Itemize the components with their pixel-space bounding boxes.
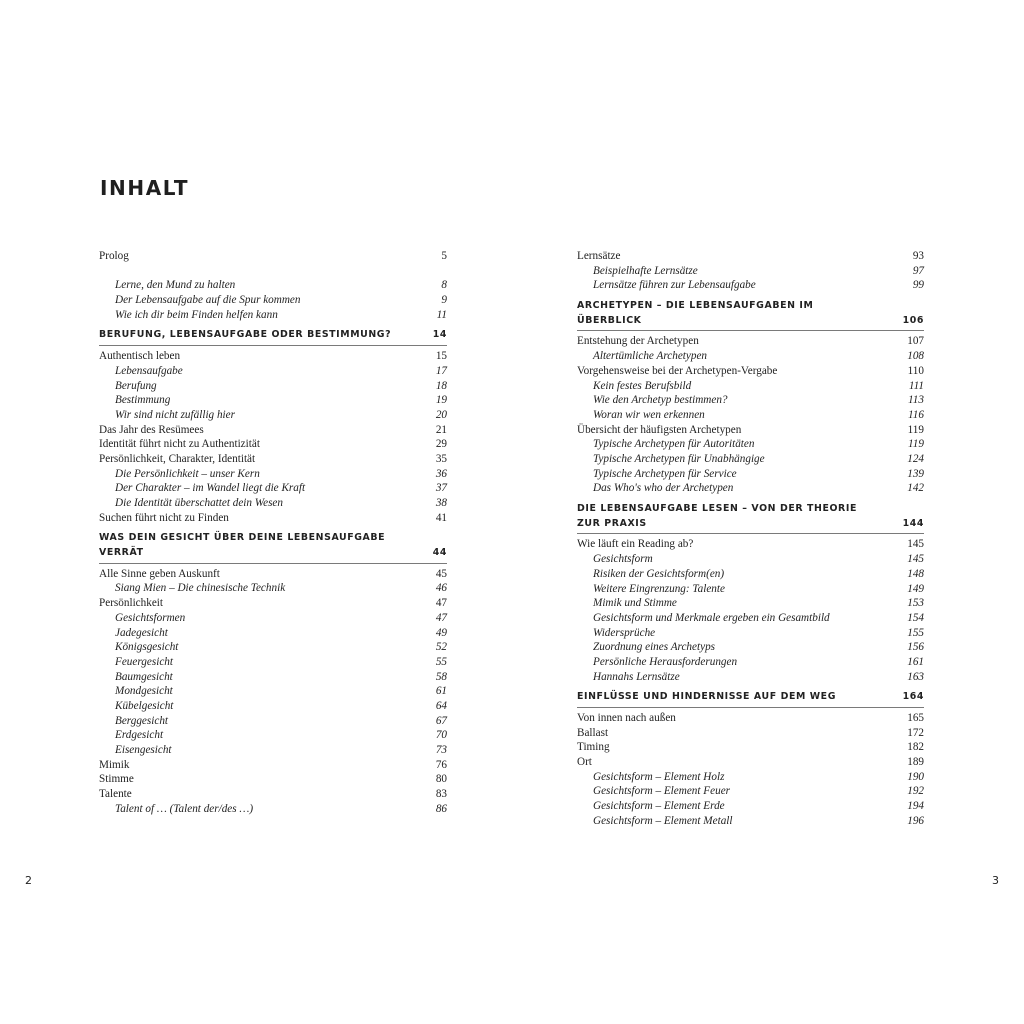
toc-page-number: 119 (907, 423, 924, 436)
toc-page-number: 83 (435, 788, 447, 801)
toc-page-number: 149 (907, 582, 924, 595)
toc-entry-label: Mimik und Stimme (593, 597, 677, 610)
toc-page-number: 80 (435, 773, 447, 786)
toc-entry-label: Gesichtsformen (115, 611, 186, 624)
toc-subentry (99, 611, 447, 626)
toc-subentry (577, 552, 924, 567)
toc-page-number: 8 (441, 279, 447, 292)
toc-subentry (99, 308, 447, 323)
toc-entry-label: Der Lebensaufgabe auf die Spur kommen (115, 294, 301, 307)
toc-entry (99, 596, 447, 611)
toc-subentry (577, 393, 924, 408)
toc-entry (99, 249, 447, 264)
toc-page-number: 37 (435, 482, 447, 495)
toc-subentry (99, 699, 447, 714)
toc-entry-label: Vorgehensweise bei der Archetypen-Vergabe (577, 364, 778, 377)
toc-page-number: 144 (902, 517, 924, 529)
toc-entry-label: Wie läuft ein Reading ab? (577, 538, 694, 551)
toc-entry-label: WAS DEIN GESICHT ÜBER DEINE LEBENSAUFGABE VERRÄT (99, 532, 386, 559)
toc-entry-label: Timing (577, 741, 610, 754)
toc-entry-label: Alle Sinne geben Auskunft (99, 567, 220, 580)
toc-entry-label: Siang Mien – Die chinesische Technik (115, 582, 286, 595)
toc-entry-label: Altertümliche Archetypen (593, 350, 708, 363)
toc-subentry (577, 770, 924, 785)
toc-entry-label: Das Who's who der Archetypen (593, 482, 734, 495)
toc-page-number: 172 (907, 726, 924, 739)
toc-page-number: 73 (435, 744, 447, 757)
toc-page-number: 145 (907, 538, 924, 551)
toc-page-number: 47 (435, 611, 447, 624)
toc-entry-label: Persönlichkeit (99, 597, 164, 610)
toc-chapter-heading (99, 328, 447, 346)
toc-chapter-heading (99, 531, 447, 563)
toc-entry-label: Entstehung der Archetypen (577, 335, 699, 348)
toc-subentry (577, 640, 924, 655)
toc-entry-label: Lerne, den Mund zu halten (115, 279, 236, 292)
toc-entry-label: Königsgesicht (115, 641, 179, 654)
toc-subentry (577, 655, 924, 670)
toc-page-number: 86 (435, 802, 447, 815)
toc-page-number: 108 (907, 350, 924, 363)
toc-entry (99, 511, 447, 526)
toc-subentry (577, 452, 924, 467)
toc-page-number: 70 (435, 729, 447, 742)
toc-entry-label: Das Jahr des Resümees (99, 423, 204, 436)
toc-page-number: 154 (907, 611, 924, 624)
toc-page-number: 46 (435, 582, 447, 595)
toc-page-number: 196 (907, 814, 924, 827)
toc-page-number: 9 (441, 294, 447, 307)
toc-entry-label: Talent of … (Talent der/des …) (115, 802, 254, 815)
toc-page-number: 21 (435, 423, 447, 436)
toc-page-number: 119 (908, 438, 924, 451)
toc-entry (577, 726, 924, 741)
toc-subentry (99, 393, 447, 408)
toc-subentry (99, 655, 447, 670)
toc-subentry (577, 349, 924, 364)
toc-page-number: 182 (907, 741, 924, 754)
toc-page-number: 55 (435, 655, 447, 668)
toc-entry-label: Woran wir wen erkennen (593, 408, 705, 421)
toc-page-number: 97 (912, 264, 924, 277)
toc-entry-label: Gesichtsform – Element Metall (593, 814, 733, 827)
toc-page-number: 142 (907, 482, 924, 495)
toc-subentry (577, 626, 924, 641)
toc-entry-label: BERUFUNG, LEBENSAUFGABE ODER BESTIMMUNG? (99, 329, 392, 341)
toc-page-number: 153 (907, 597, 924, 610)
toc-entry-label: Die Persönlichkeit – unser Kern (115, 467, 260, 480)
toc-entry (99, 349, 447, 364)
toc-entry-label: EINFLÜSSE UND HINDERNISSE AUF DEM WEG (577, 691, 836, 703)
toc-entry-label: Wie ich dir beim Finden helfen kann (115, 308, 278, 321)
toc-entry-label: Suchen führt nicht zu Finden (99, 511, 229, 524)
spacer (99, 264, 447, 279)
toc-entry-label: Authentisch leben (99, 350, 181, 363)
toc-page-number: 111 (908, 379, 924, 392)
toc-entry-label: Bestimmung (115, 394, 171, 407)
toc-subentry (577, 799, 924, 814)
toc-entry-label: Widersprüche (593, 626, 656, 639)
toc-page-number: 113 (908, 394, 924, 407)
toc-entry-label: Jadegesicht (115, 626, 168, 639)
toc-page-number: 164 (902, 691, 924, 703)
toc-page-number: 106 (902, 314, 924, 326)
toc-entry-label: Hannahs Lernsätze (593, 670, 680, 683)
toc-page-number: 44 (432, 547, 447, 559)
toc-page-number: 11 (436, 308, 447, 321)
toc-entry-label: Talente (99, 788, 132, 801)
toc-entry-label: Mondgesicht (115, 685, 173, 698)
toc-subentry (99, 640, 447, 655)
toc-subentry (577, 784, 924, 799)
toc-column-right (577, 249, 924, 829)
toc-entry (577, 364, 924, 379)
toc-entry (99, 772, 447, 787)
toc-page-number: 18 (435, 379, 447, 392)
toc-subentry (99, 581, 447, 596)
toc-page-number: 163 (907, 670, 924, 683)
toc-page-number: 38 (435, 497, 447, 510)
toc-entry-label: Gesichtsform – Element Feuer (593, 785, 731, 798)
toc-page-number: 29 (435, 438, 447, 451)
toc-subentry (99, 743, 447, 758)
toc-subentry (99, 408, 447, 423)
toc-page-number: 194 (907, 800, 924, 813)
toc-subentry (99, 364, 447, 379)
toc-subentry (577, 481, 924, 496)
toc-page-number: 15 (435, 350, 447, 363)
toc-entry-label: Mimik (99, 758, 130, 771)
toc-entry (577, 740, 924, 755)
toc-entry (99, 423, 447, 438)
toc-page-number: 35 (435, 452, 447, 465)
toc-entry-label: Kübelgesicht (115, 699, 174, 712)
toc-page-number: 107 (907, 335, 924, 348)
toc-entry (99, 567, 447, 582)
toc-entry-label: Gesichtsform – Element Erde (593, 800, 725, 813)
toc-page-number: 58 (435, 670, 447, 683)
toc-subentry (99, 684, 447, 699)
toc-page-number: 52 (435, 641, 447, 654)
toc-subentry (99, 802, 447, 817)
toc-entry-label: Baumgesicht (115, 670, 173, 683)
toc-page-number: 192 (907, 785, 924, 798)
toc-entry-label: Persönliche Herausforderungen (593, 655, 738, 668)
toc-entry-label: Zuordnung eines Archetyps (593, 641, 716, 654)
toc-entry-label: ARCHETYPEN – DIE LEBENSAUFGABEN IM ÜBERBLICK (577, 300, 814, 326)
toc-entry (577, 537, 924, 552)
toc-entry-label: Typische Archetypen für Autoritäten (593, 438, 755, 451)
toc-subentry (99, 714, 447, 729)
toc-entry-label: Feuergesicht (115, 655, 173, 668)
toc-entry-label: Wir sind nicht zufällig hier (115, 408, 235, 421)
toc-entry-label: Erdgesicht (115, 729, 164, 742)
toc-entry (577, 249, 924, 264)
toc-page-number: 67 (435, 714, 447, 727)
toc-subentry (99, 379, 447, 394)
toc-page-number: 49 (435, 626, 447, 639)
toc-entry (577, 755, 924, 770)
toc-entry (99, 787, 447, 802)
toc-entry-label: Ort (577, 756, 592, 769)
toc-entry-label: Lebensaufgabe (115, 364, 183, 377)
toc-page-number: 155 (907, 626, 924, 639)
toc-subentry (577, 408, 924, 423)
toc-page-number: 116 (908, 408, 924, 421)
toc-subentry (99, 293, 447, 308)
toc-entry-label: Kein festes Berufsbild (593, 379, 692, 392)
toc-entry (99, 758, 447, 773)
toc-page-number: 124 (907, 452, 924, 465)
toc-entry-label: DIE LEBENSAUFGABE LESEN – VON DER THEORIE ZUR PRAXIS (577, 503, 857, 529)
toc-entry-label: Typische Archetypen für Unabhängige (593, 452, 765, 465)
toc-subentry (577, 814, 924, 829)
toc-page-number: 76 (435, 758, 447, 771)
toc-page-number: 61 (435, 685, 447, 698)
toc-chapter-heading (577, 690, 924, 708)
toc-entry-label: Risiken der Gesichtsform(en) (593, 567, 725, 580)
toc-page-number: 93 (912, 250, 924, 262)
toc-page-number: 45 (435, 567, 447, 580)
toc-subentry (99, 728, 447, 743)
toc-page-number: 189 (907, 756, 924, 769)
toc-subentry (99, 670, 447, 685)
toc-entry-label: Gesichtsform und Merkmale ergeben ein Gesamtbild (593, 611, 830, 624)
toc-entry (99, 452, 447, 467)
toc-entry-label: Berggesicht (115, 714, 169, 727)
toc-subentry (577, 611, 924, 626)
toc-page-number: 47 (435, 597, 447, 610)
toc-entry-label: Stimme (99, 773, 134, 786)
toc-subentry (577, 467, 924, 482)
toc-subentry (577, 567, 924, 582)
toc-entry-label: Lernsätze führen zur Lebensaufgabe (593, 279, 756, 292)
toc-subentry (99, 278, 447, 293)
toc-page-number: 148 (907, 567, 924, 580)
toc-subentry (99, 467, 447, 482)
toc-entry-label: Identität führt nicht zu Authentizität (99, 438, 260, 451)
toc-page-number: 190 (907, 770, 924, 783)
toc-subentry (577, 596, 924, 611)
toc-entry (99, 437, 447, 452)
toc-page-number: 17 (435, 364, 447, 377)
toc-entry-label: Prolog (99, 250, 129, 262)
toc-entry-label: Der Charakter – im Wandel liegt die Kraft (115, 482, 306, 495)
toc-entry-label: Ballast (577, 726, 609, 739)
toc-subentry (99, 481, 447, 496)
toc-page-number: 99 (912, 279, 924, 292)
toc-entry-label: Gesichtsform – Element Holz (593, 770, 725, 783)
toc-entry (577, 423, 924, 438)
toc-entry-label: Die Identität überschattet dein Wesen (115, 497, 283, 510)
toc-page-number: 41 (435, 511, 447, 524)
page-number-right: 3 (992, 874, 999, 887)
toc-entry-label: Berufung (115, 379, 157, 392)
toc-subentry (577, 264, 924, 279)
toc-column-left (99, 249, 447, 816)
toc-page-number: 145 (907, 553, 924, 566)
toc-chapter-heading (577, 299, 924, 331)
toc-page-number: 139 (907, 467, 924, 480)
toc-subentry (577, 582, 924, 597)
toc-entry-label: Eisengesicht (115, 744, 172, 757)
toc-page-number: 36 (435, 467, 447, 480)
toc-subentry (577, 437, 924, 452)
toc-entry (577, 334, 924, 349)
toc-entry-label: Gesichtsform (593, 553, 653, 566)
toc-entry-label: Typische Archetypen für Service (593, 467, 737, 480)
toc-page-number: 19 (435, 394, 447, 407)
toc-subentry (99, 626, 447, 641)
toc-page-number: 165 (907, 712, 924, 725)
toc-entry-label: Weitere Eingrenzung: Talente (593, 582, 725, 595)
toc-entry-label: Von innen nach außen (577, 712, 676, 725)
toc-entry-label: Lernsätze (577, 250, 621, 262)
page-number-left: 2 (25, 874, 32, 887)
toc-page-number: 161 (907, 655, 924, 668)
toc-subentry (99, 496, 447, 511)
toc-chapter-heading (577, 502, 924, 534)
toc-page-number: 14 (432, 329, 447, 341)
toc-page-number: 64 (435, 699, 447, 712)
toc-page-number: 110 (907, 364, 924, 377)
toc-subentry (577, 670, 924, 685)
toc-subentry (577, 379, 924, 394)
toc-entry-label: Wie den Archetyp bestimmen? (593, 394, 728, 407)
toc-entry (577, 711, 924, 726)
toc-entry-label: Übersicht der häufigsten Archetypen (577, 423, 742, 436)
page-title: INHALT (100, 176, 190, 200)
toc-page-number: 20 (435, 408, 447, 421)
toc-entry-label: Persönlichkeit, Charakter, Identität (99, 452, 256, 465)
toc-entry-label: Beispielhafte Lernsätze (593, 264, 698, 277)
toc-page-number: 5 (441, 250, 447, 262)
toc-subentry (577, 278, 924, 293)
toc-page-number: 156 (907, 641, 924, 654)
